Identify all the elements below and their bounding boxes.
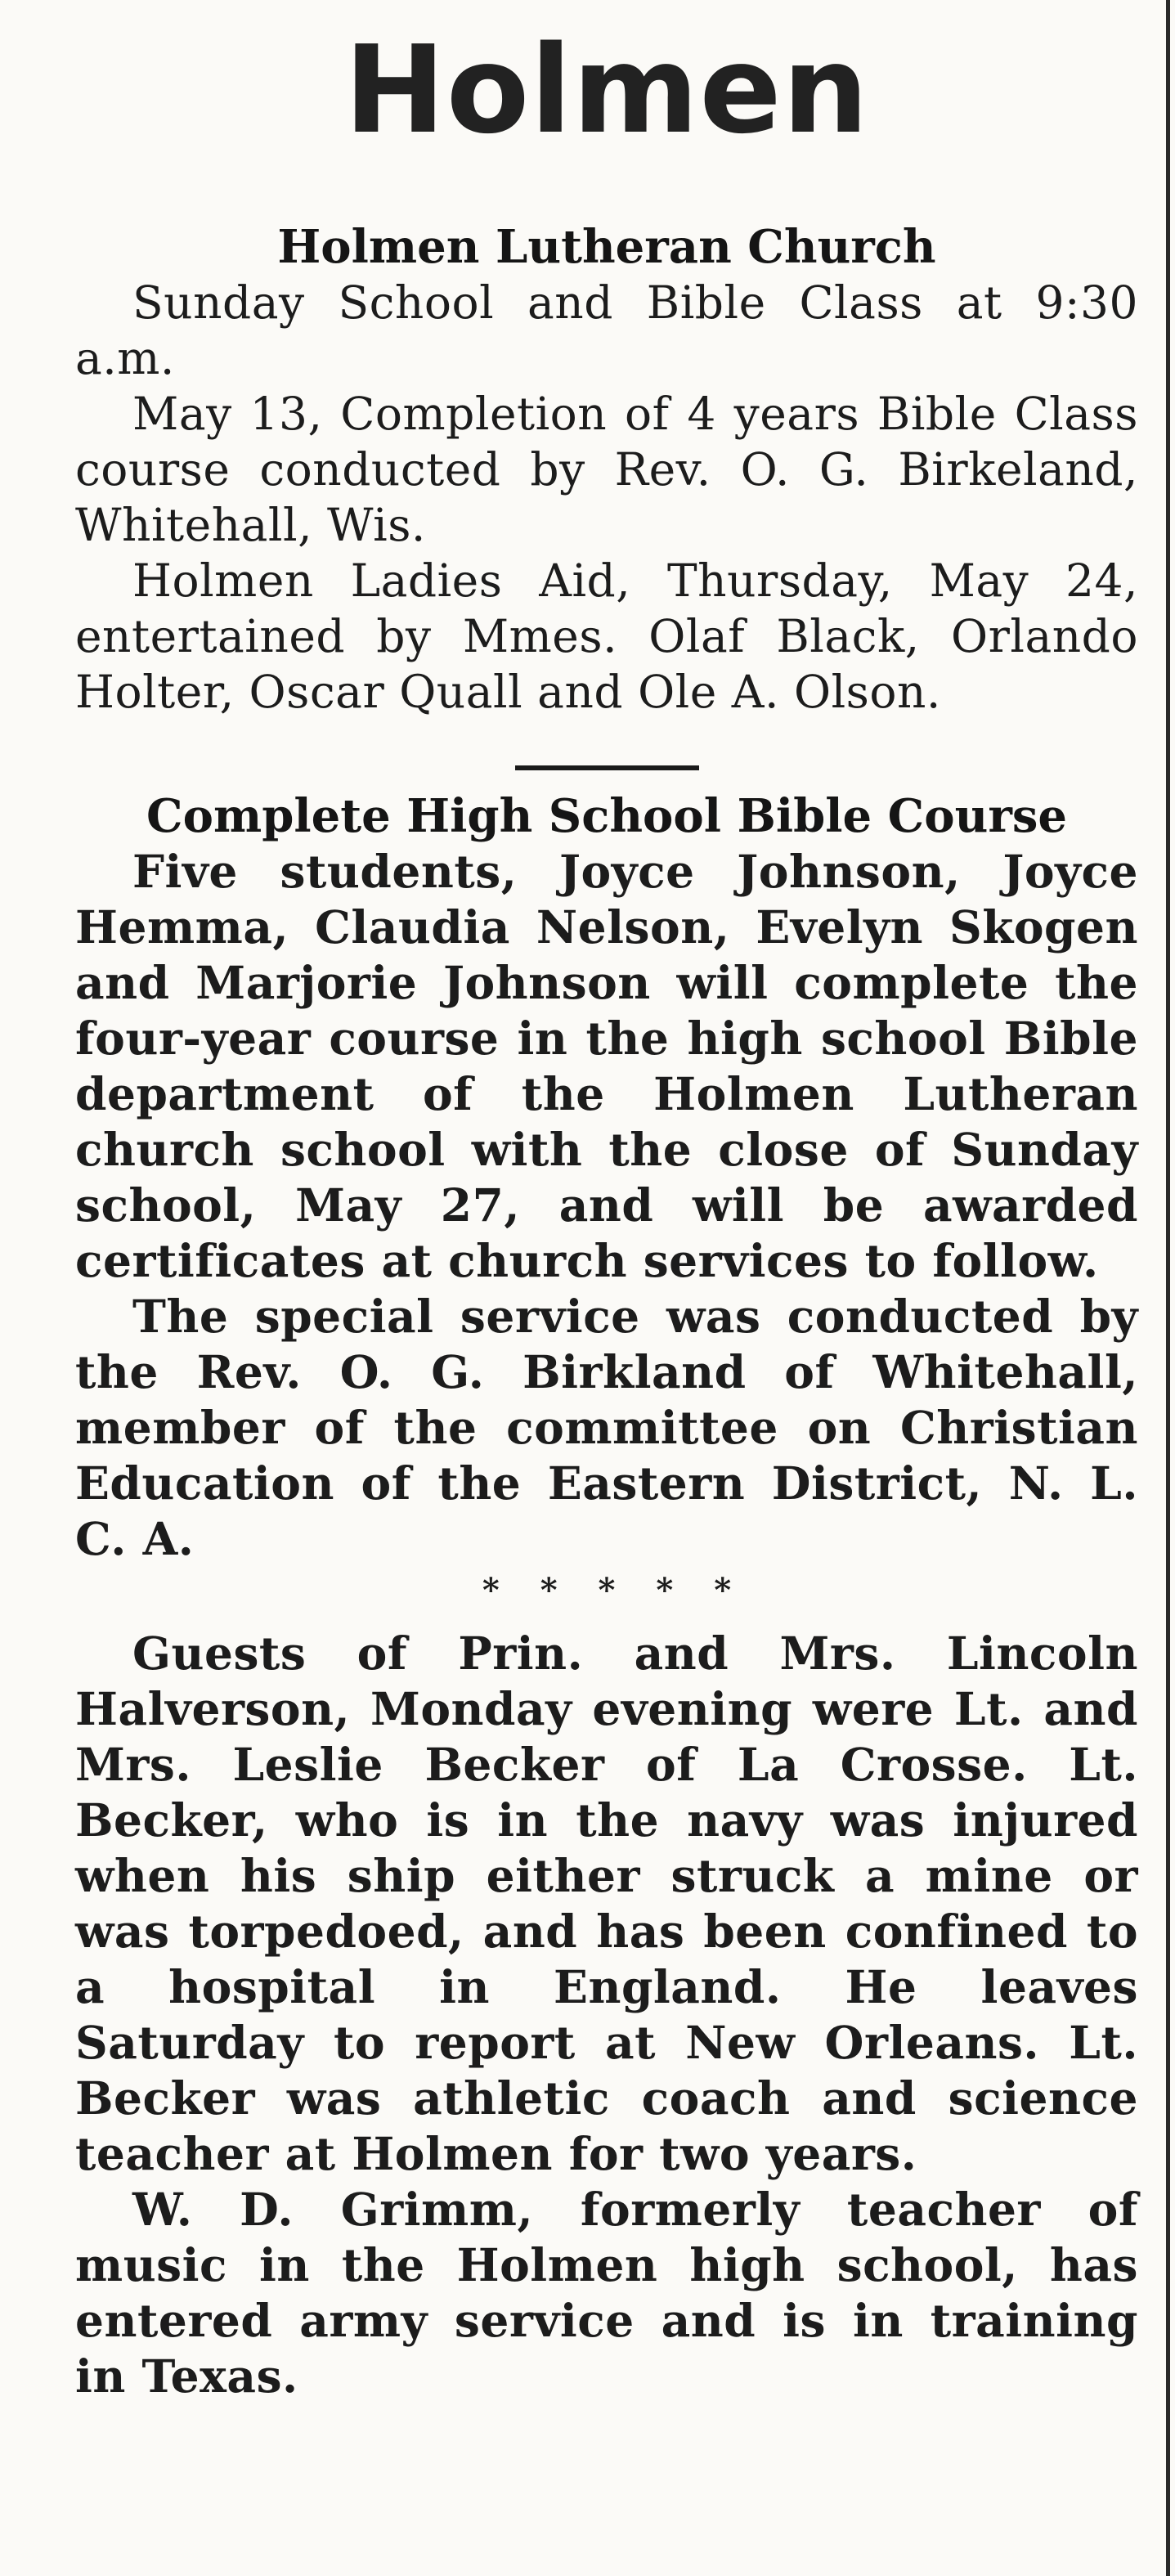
section-divider bbox=[515, 765, 699, 770]
masthead: Holmen bbox=[343, 20, 870, 160]
news-paragraph: Guests of Prin. and Mrs. Lincoln Halverson, Monday evening were Lt. and Mrs. Leslie Becker of La Crosse. Lt. Becker, who is in the navy was injured when his ship either struck a mine or was torpedoed, and has been confined to a hospital in England. He leaves Saturday to report at New Orleans. Lt. Becker was athletic coach and science teacher at Holmen for two years. bbox=[75, 1627, 1138, 2180]
church-paragraph: May 13, Completion of 4 years Bible Class course conducted by Rev. O. G. Birkeland, Whitehall, Wis. bbox=[75, 388, 1138, 551]
church-paragraph: Holmen Ladies Aid, Thursday, May 24, entertained by Mmes. Olaf Black, Orlando Holter, Oscar Quall and Ole A. Olson. bbox=[75, 554, 1138, 718]
bible-course-heading: Complete High School Bible Course bbox=[146, 789, 1067, 843]
church-heading: Holmen Lutheran Church bbox=[277, 220, 936, 274]
star-separator: * * * * * bbox=[482, 1571, 747, 1609]
news-column bbox=[75, 0, 1138, 2404]
bible-course-paragraph: Five students, Joyce Johnson, Joyce Hemma, Claudia Nelson, Evelyn Skogen and Marjorie Johnson will complete the four-year course in the high school Bible department of the Holmen Lutheran church school with the close of Sunday school, May 27, and will be awarded certificates at church services to follow. bbox=[75, 845, 1138, 1287]
news-paragraph: W. D. Grimm, formerly teacher of music in the Holmen high school, has entered army service and is in training in Texas. bbox=[75, 2183, 1138, 2403]
column-rule bbox=[1166, 0, 1170, 2576]
church-paragraph: Sunday School and Bible Class at 9:30 a.m. bbox=[75, 276, 1138, 384]
bible-course-paragraph: The special service was conducted by the Rev. O. G. Birkland of Whitehall, member of the committee on Christian Education of the Eastern District, N. L. C. A. bbox=[75, 1290, 1138, 1565]
